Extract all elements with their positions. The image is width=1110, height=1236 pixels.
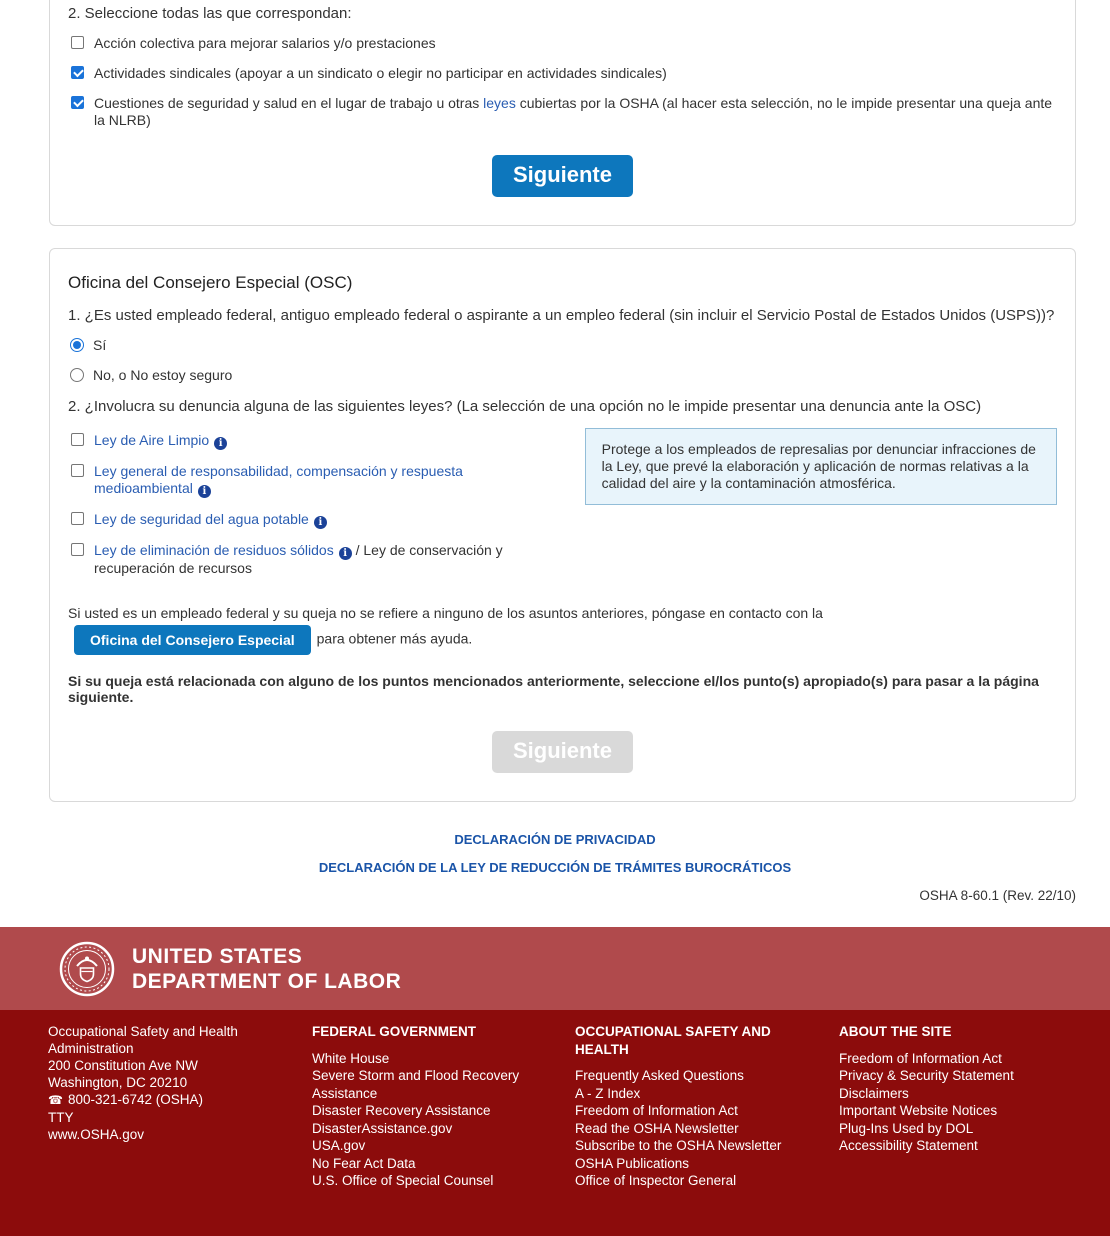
checkbox[interactable] [71,433,84,446]
form-number: OSHA 8-60.1 (Rev. 22/10) [919,888,1076,903]
checkbox-label: Actividades sindicales (apoyar a un sindicato o elegir no participar en actividades sindicales) [94,65,667,81]
phone-line [48,1091,294,1109]
dol-site-footer [0,927,1110,1236]
leyes-link[interactable]: leyes [483,95,516,111]
checkbox-row-solid-waste[interactable] [68,542,585,577]
paperwork-reduction-link[interactable]: DECLARACIÓN DE LA LEY DE REDUCCIÓN DE TRÁMITES BUROCRÁTICOS [318,860,792,875]
footer-link[interactable]: Plug-Ins Used by DOL [839,1120,974,1136]
info-icon[interactable]: i [339,547,352,560]
column-header: FEDERAL GOVERNMENT [312,1024,477,1039]
selection-card [49,0,1076,226]
checkbox-row-collective-action[interactable] [68,35,1057,52]
radio-label: Sí [93,337,107,353]
checkbox[interactable] [71,96,84,109]
footer-link[interactable]: Read the OSHA Newsletter [575,1120,739,1136]
column-header: OCCUPATIONAL SAFETY AND HEALTH [575,1024,771,1057]
osha-gov-link[interactable]: www.OSHA.gov [48,1127,145,1142]
checkbox[interactable] [71,36,84,49]
phone-link[interactable]: 800-321-6742 (OSHA) [67,1092,204,1107]
footer-link[interactable]: Privacy & Security Statement [839,1068,1014,1083]
radio-row-yes[interactable] [68,337,1057,354]
law-link[interactable]: Ley de Aire Limpio [94,432,210,448]
footer-link[interactable]: Severe Storm and Flood Recovery Assistance [312,1068,520,1101]
form-footer-links [0,832,1110,875]
checkbox[interactable] [71,543,84,556]
footer-link[interactable]: OSHA Publications [575,1155,690,1171]
footer-link[interactable]: White House [312,1050,390,1066]
footer-link[interactable]: U.S. Office of Special Counsel [312,1173,494,1188]
address-line: 200 Constitution Ave NW [48,1058,198,1073]
next-button[interactable]: Siguiente [492,155,633,197]
address-line: Washington, DC 20210 [48,1075,188,1090]
info-icon[interactable]: i [314,516,327,529]
law-info-tooltip: Protege a los empleados de represalias por denunciar infracciones de la Ley, que prevé la elaboración y aplicación de normas relativas a la calidad del aire y la contaminación atmosférica. [585,428,1057,505]
footer-link[interactable]: DisasterAssistance.gov [312,1120,453,1136]
checkbox[interactable] [71,464,84,477]
radio-button[interactable] [70,338,84,352]
privacy-statement-link[interactable]: DECLARACIÓN DE PRIVACIDAD [454,832,656,847]
dol-masthead [0,927,1110,1010]
checkbox-row-union-activities[interactable] [68,65,1057,82]
org-name: UNITED STATES DEPARTMENT OF LABOR [132,944,402,993]
radio-row-no[interactable] [68,367,1057,384]
question-laws: 2. ¿Involucra su denuncia alguna de las siguientes leyes? (La selección de una opción no le impide presentar una denuncia ante la OSC) [68,398,982,415]
next-button-disabled[interactable]: Siguiente [492,731,633,773]
footer-osha-column [575,1023,839,1190]
law-link[interactable]: Ley general de responsabilidad, compensación y respuesta medioambiental [94,463,463,496]
footer-link[interactable]: Accessibility Statement [839,1138,978,1153]
footer-link[interactable]: Freedom of Information Act [575,1103,738,1118]
osc-card-title: Oficina del Consejero Especial (OSC) [68,273,353,292]
footer-link[interactable]: Subscribe to the OSHA Newsletter [575,1138,782,1153]
checkbox-row-clean-air-act[interactable] [68,432,585,450]
footer-link[interactable]: Frequently Asked Questions [575,1068,744,1083]
radio-button[interactable] [70,368,84,382]
law-checkbox-list [68,419,585,577]
checkbox-row-safe-drinking-water[interactable] [68,511,585,529]
footer-about-column [839,1023,1090,1190]
footer-link[interactable]: Disaster Recovery Assistance [312,1103,491,1118]
selection-instruction: Si su queja está relacionada con alguno de los puntos mencionados anteriormente, seleccione el/los punto(s) apropiado(s) para pasar a la página siguiente. [68,673,1039,705]
agency-name: Occupational Safety and Health Administration [48,1024,238,1056]
checkbox-label: Acción colectiva para mejorar salarios y/o prestaciones [94,35,436,51]
tty-link[interactable]: TTY [48,1110,74,1125]
question-federal-employee: 1. ¿Es usted empleado federal, antiguo empleado federal o aspirante a un empleo federal (sin incluir el Servicio Postal de Estados Unidos (USPS))? [68,307,1055,324]
footer-link[interactable]: Disclaimers [839,1085,909,1101]
phone-icon: ☎ [48,1093,63,1107]
footer-link[interactable]: No Fear Act Data [312,1155,416,1171]
info-icon[interactable]: i [214,437,227,450]
info-icon[interactable]: i [198,485,211,498]
footer-link[interactable]: Important Website Notices [839,1103,998,1118]
dol-seal-icon [59,941,115,997]
osc-button[interactable]: Oficina del Consejero Especial [74,625,311,655]
checkbox-row-cercla[interactable] [68,463,585,498]
footer-link[interactable]: Freedom of Information Act [839,1050,1002,1066]
checkbox[interactable] [71,512,84,525]
footer-link[interactable]: A - Z Index [575,1085,641,1101]
column-header: ABOUT THE SITE [839,1024,952,1039]
osc-contact-paragraph: Si usted es un empleado federal y su queja no se refiere a ninguno de los asuntos anteriores, póngase en contacto con laOficina del Consejero Especial para obtener más ayuda. [68,601,1057,655]
question-select-all: 2. Seleccione todas las que correspondan: [68,5,352,22]
footer-link[interactable]: USA.gov [312,1138,366,1153]
checkbox-row-safety-health[interactable] [68,95,1057,129]
radio-label: No, o No estoy seguro [93,367,233,383]
footer-link-columns [0,1010,1110,1236]
law-link[interactable]: Ley de seguridad del agua potable [94,511,309,527]
law-link[interactable]: Ley de eliminación de residuos sólidos [94,542,334,558]
checkbox[interactable] [71,66,84,79]
footer-contact-column [48,1023,312,1190]
footer-federal-column [312,1023,575,1190]
footer-link[interactable]: Office of Inspector General [575,1173,737,1188]
law-suffix: / Ley de conservación y recuperación de recursos [94,542,503,576]
checkbox-label: Cuestiones de seguridad y salud en el lugar de trabajo u otras leyes cubiertas por la OSHA (al hacer esta selección, no le impide presentar una queja ante la NLRB) [94,95,1053,128]
osc-card [49,248,1076,802]
